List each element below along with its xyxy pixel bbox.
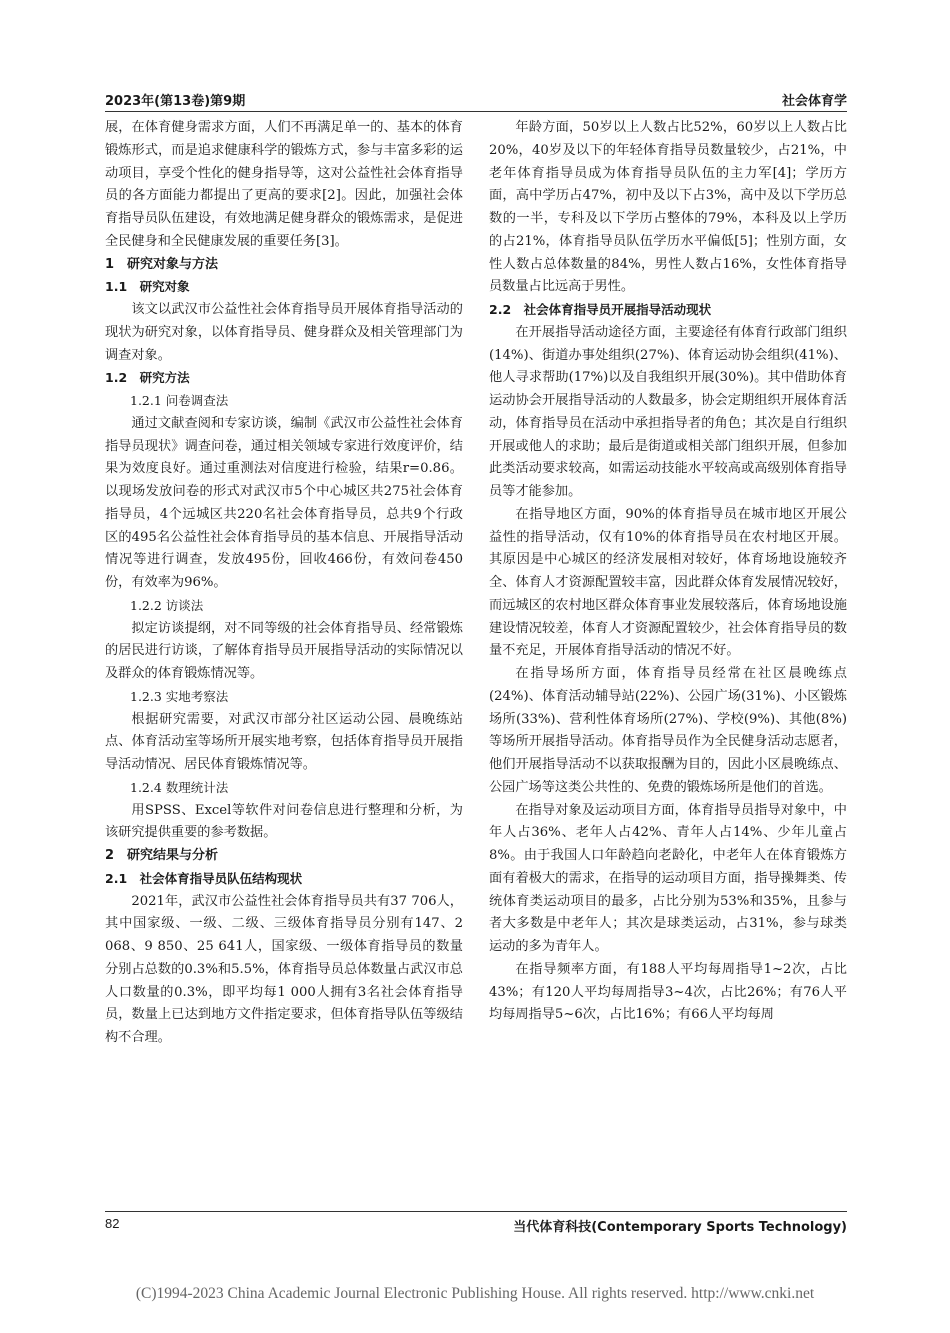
- issue-info: 2023年(第13卷)第9期: [105, 94, 246, 109]
- paragraph: 2021年，武汉市公益性社会体育指导员共有37 706人，其中国家级、一级、二级、三级体育指导员分别有147、2 068、9 850、25 641人，国家级、一级体育指导员的数量分别占总数的0.3%和5.5%，体育指导员总体数量占武汉市总人口数量的0.3%，即平均每1 000人拥有3名社会体育指导员，数量上已达到地方文件指定要求，但体育指导队伍等级结构不合理。: [105, 893, 463, 1045]
- footer-rule: [105, 1211, 847, 1212]
- paragraph: 根据研究需要，对武汉市部分社区运动公园、晨晚练站点、体育活动室等场所开展实地考察，包括体育指导员开展指导活动情况、居民体育锻炼情况等。: [105, 711, 463, 772]
- section-heading: 2 研究结果与分析: [105, 848, 219, 863]
- subsubsection-heading: 1.2.3 实地考察法: [130, 688, 229, 704]
- running-header: [105, 88, 847, 112]
- paragraph: 在指导场所方面，体育指导员经常在社区晨晚练点(24%)、体育活动辅导站(22%)、公园广场(31%)、小区锻炼场所(33%)、营利性体育场所(27%)、学校(9%)、其他(8%)等场所开展指导活动。体育指导员作为全民健身活动志愿者，他们开展指导活动不以获取报酬为目的，因此小区晨晚练点、公园广场等这类公共性的、免费的锻炼场所是他们的首选。: [489, 666, 847, 795]
- left-column: [105, 117, 463, 1050]
- page-number: 82: [105, 1216, 120, 1231]
- paragraph: 年龄方面，50岁以上人数占比52%，60岁以上人数占比20%，40岁及以下的年轻体育指导员数量较少，占21%，中老年体育指导员成为体育指导员队伍的主力军[4]；学历方面，高中学历占47%，初中及以下占3%，高中及以下学历总数的一半，专科及以下学历占整体的79%，本科及以上学历的占21%，体育指导员队伍学历水平偏低[5]；性别方面，女性人数占总体数量的84%，男性人数占16%，女性体育指导员数量占比远高于男性。: [489, 120, 847, 295]
- subsection-heading: 2.1 社会体育指导员队伍结构现状: [105, 870, 303, 886]
- paragraph: 通过文献查阅和专家访谈，编制《武汉市公益性社会体育指导员现状》调查问卷，通过相关领域专家进行效度评价，结果为效度良好。通过重测法对信度进行检验，结果r=0.86。以现场发放问卷的形式对武汉市5个中心城区共275社会体育指导员，4个远城区共220名社会体育指导员，总共9个行政区的495名公益性社会体育指导员的基本信息、开展指导活动情况等进行调查，发放495份，回收466份，有效问卷450份，有效率为96%。: [105, 415, 463, 590]
- copyright-notice: (C)1994-2023 China Academic Journal Electronic Publishing House. All rights reserved. http://www.cnki.net: [135, 1285, 815, 1302]
- paragraph: 在指导对象及运动项目方面，体育指导员指导对象中，中年人占36%、老年人占42%、青年人占14%、少年儿童占8%。由于我国人口年龄趋向老龄化，中老年人在体育锻炼方面有着极大的需求，在指导的运动项目方面，指导操舞类、传统体育类运动项目的最多，占比分别为53%和35%，且参与者大多数是中老年人；其次是球类运动，占31%，参与球类运动的多为青年人。: [489, 802, 847, 954]
- paragraph: 在指导地区方面，90%的体育指导员在城市地区开展公益性的指导活动，仅有10%的体育指导员在农村地区开展。其原因是中心城区的经济发展相对较好，体育场地设施较齐全、体育人才资源配置较丰富，因此群众体育发展情况较好，而远城区的农村地区群众体育事业发展较落后，体育场地设施建设情况较差，体育人才资源配置较少，社会体育指导员的数量不充足，开展体育指导活动的情况不好。: [489, 506, 847, 659]
- paragraph: 在指导频率方面，有188人平均每周指导1~2次，占比43%；有120人平均每周指导3~4次，占比26%；有76人平均每周指导5~6次，占比16%；有66人平均每周: [489, 961, 847, 1023]
- section-title: 社会体育学: [781, 94, 847, 109]
- subsection-heading: 1.2 研究方法: [105, 370, 190, 386]
- paragraph-continued: 展，在体育健身需求方面，人们不再满足单一的、基本的体育锻炼形式，而是追求健康科学的锻炼方式，参与丰富多彩的运动项目，享受个性化的健身指导等，这对公益性社会体育指导员的各方面能力都提出了更高的要求[2]。因此，加强社会体育指导员队伍建设，有效地满足健身群众的锻炼需求，是促进全民健身和全民健康发展的重要任务[3]。: [105, 120, 463, 249]
- running-footer: [105, 1214, 847, 1236]
- subsubsection-heading: 1.2.4 数理统计法: [130, 779, 229, 795]
- paragraph: 拟定访谈提纲，对不同等级的社会体育指导员、经常锻炼的居民进行访谈，了解体育指导员开展指导活动的实际情况以及群众的体育锻炼情况等。: [105, 620, 463, 681]
- section-heading: 1 研究对象与方法: [105, 256, 219, 272]
- subsubsection-heading: 1.2.1 问卷调查法: [130, 393, 229, 408]
- subsection-heading: 2.2 社会体育指导员开展指导活动现状: [489, 302, 712, 317]
- journal-name: 当代体育科技(Contemporary Sports Technology): [513, 1220, 847, 1235]
- subsection-heading: 1.1 研究对象: [105, 279, 190, 295]
- right-column: [489, 117, 847, 1027]
- header-rule: [105, 111, 847, 112]
- paragraph: 该文以武汉市公益性社会体育指导员开展体育指导活动的现状为研究对象，以体育指导员、健身群众及相关管理部门为调查对象。: [105, 302, 463, 363]
- paragraph: 在开展指导活动途径方面，主要途径有体育行政部门组织(14%)、街道办事处组织(27%)、体育运动协会组织(41%)、他人寻求帮助(17%)以及自我组织开展(30%)。其中借助体育运动协会开展指导活动的人数最多，协会定期组织开展体育活动，体育指导员在活动中承担指导者的角色；其次是自行组织开展或他人的求助；最后是街道或相关部门组织开展，但参加此类活动要求较高，如需运动技能水平较高或高级别体育指导员等才能参加。: [489, 324, 847, 499]
- paragraph: 用SPSS、Excel等软件对问卷信息进行整理和分析，为该研究提供重要的参考数据。: [105, 802, 463, 841]
- subsubsection-heading: 1.2.2 访谈法: [130, 597, 204, 613]
